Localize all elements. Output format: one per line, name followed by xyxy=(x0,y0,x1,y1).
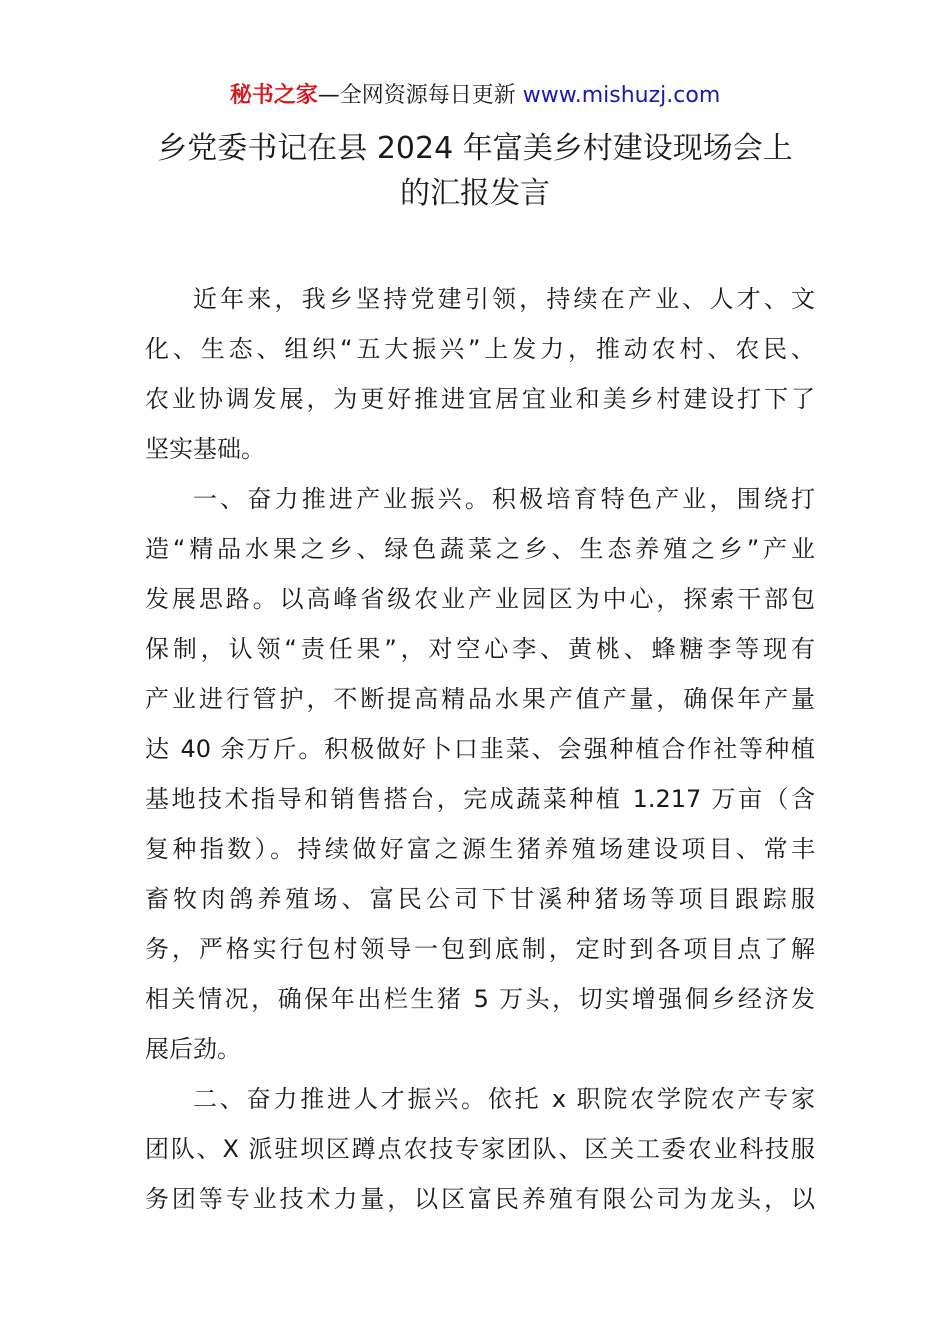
text-line: 农业协调发展，为更好推进宜居宜业和美乡村建设打下了 xyxy=(145,385,815,413)
text-line: 发展思路。以高峰省级农业产业园区为中心，探索干部包 xyxy=(145,585,815,613)
paragraph-intro xyxy=(145,274,815,474)
title-line: 的汇报发言 xyxy=(400,176,550,211)
paragraph-industry xyxy=(145,474,815,1074)
text-line: 坚实基础。 xyxy=(145,435,265,463)
text-line: 保制，认领“责任果”，对空心李、黄桃、蜂糖李等现有 xyxy=(145,635,815,663)
document-title xyxy=(100,126,850,216)
text-line: 畜牧肉鸽养殖场、富民公司下甘溪种猪场等项目跟踪服 xyxy=(145,885,815,913)
text-line: 达 40 余万斤。积极做好卜口韭菜、会强种植合作社等种植 xyxy=(145,735,815,763)
text-line: 化、生态、组织“五大振兴”上发力，推动农村、农民、 xyxy=(145,335,815,363)
title-line: 乡党委书记在县 2024 年富美乡村建设现场会上 xyxy=(157,131,793,166)
text-line: 务，严格实行包村领导一包到底制，定时到各项目点了解 xyxy=(145,935,815,963)
paragraph-talent xyxy=(145,1074,815,1224)
text-line: 产业进行管护，不断提高精品水果产值产量，确保年产量 xyxy=(145,685,815,713)
site-brand[interactable]: 秘书之家 xyxy=(229,83,318,108)
text-line: 展后劲。 xyxy=(145,1035,241,1063)
text-line: 务团等专业技术力量，以区富民养殖有限公司为龙头，以 xyxy=(145,1185,815,1213)
site-url-link[interactable]: www.mishuzj.com xyxy=(522,83,721,108)
text-line: 团队、X 派驻坝区蹲点农技专家团队、区关工委农业科技服 xyxy=(145,1135,815,1163)
text-line: 近年来，我乡坚持党建引领，持续在产业、人才、文 xyxy=(193,285,815,313)
text-line: 相关情况，确保年出栏生猪 5 万头，切实增强侗乡经济发 xyxy=(145,985,815,1013)
site-header xyxy=(0,80,950,112)
document-body xyxy=(145,274,815,1224)
site-tagline: —全网资源每日更新 xyxy=(317,83,523,108)
text-line: 复种指数）。持续做好富之源生猪养殖场建设项目、常丰 xyxy=(145,835,815,863)
text-line: 基地技术指导和销售搭台，完成蔬菜种植 1.217 万亩（含 xyxy=(145,785,815,813)
text-line: 二、奋力推进人才振兴。依托 x 职院农学院农产专家 xyxy=(193,1085,815,1113)
text-line: 造“精品水果之乡、绿色蔬菜之乡、生态养殖之乡”产业 xyxy=(145,535,815,563)
text-line: 一、奋力推进产业振兴。积极培育特色产业，围绕打 xyxy=(193,485,815,513)
